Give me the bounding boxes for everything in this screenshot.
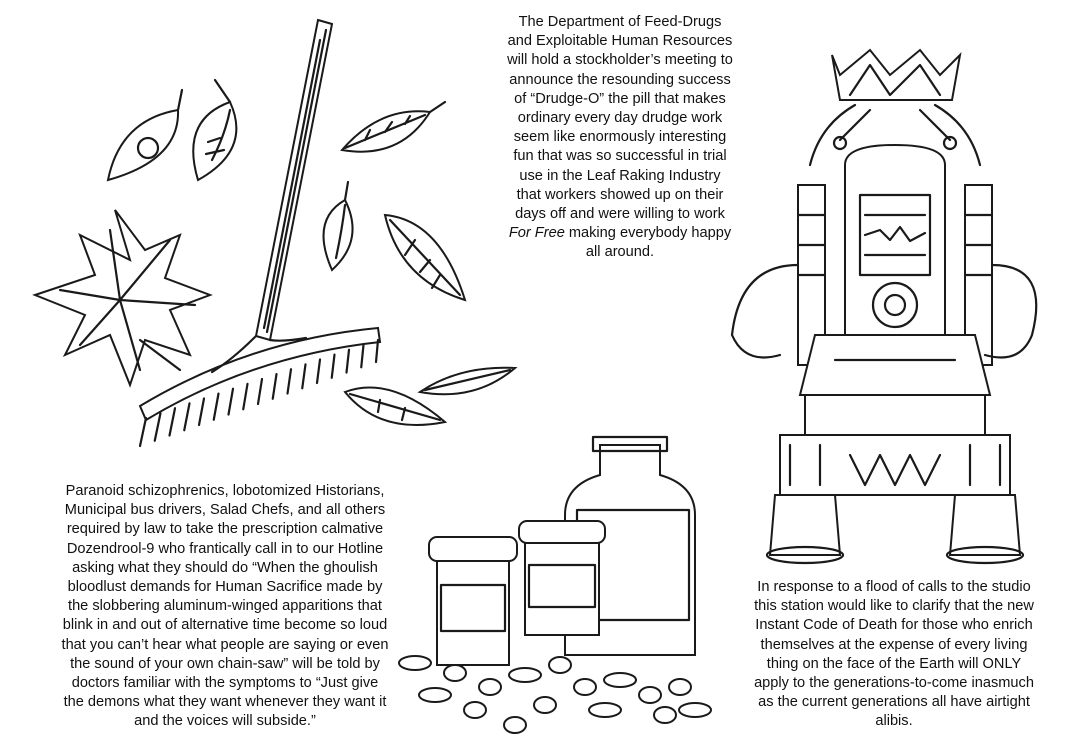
medium-bottle xyxy=(519,521,605,635)
left-line: doctors familiar with the symptoms to “Just give xyxy=(71,675,379,692)
right-line: alibis. xyxy=(875,713,913,730)
rake-tine xyxy=(243,384,247,409)
rake-tine xyxy=(317,360,320,384)
left-line: and the voices will subside.” xyxy=(134,713,316,730)
rake-tine xyxy=(273,374,277,399)
top-line: that workers showed up on their xyxy=(516,186,724,203)
pill xyxy=(549,657,571,673)
rake-tine xyxy=(361,345,363,367)
left-hotline-text xyxy=(20,482,430,732)
electric-throne-drawing xyxy=(720,35,1040,570)
rake-tine xyxy=(214,394,219,420)
pill xyxy=(509,668,541,682)
right-line: thing on the face of the Earth will ONLY xyxy=(766,655,1022,672)
left-line: Paranoid schizophrenics, lobotomized Historians, xyxy=(65,483,385,499)
pill xyxy=(669,679,691,695)
small-bottle xyxy=(429,537,517,665)
rake-with-leaves-drawing xyxy=(20,10,520,470)
right-line: this station would like to clarify that the new xyxy=(754,598,1034,615)
pill xyxy=(444,665,466,681)
left-line: required by law to take the prescription calmative xyxy=(66,521,384,538)
top-line: days off and were willing to work xyxy=(515,206,725,223)
pill xyxy=(504,717,526,733)
top-line: all around. xyxy=(585,244,655,261)
pill xyxy=(479,679,501,695)
top-line: ordinary every day drudge work xyxy=(517,110,723,127)
pills xyxy=(399,656,711,733)
leaf-1 xyxy=(108,90,182,180)
left-line: the demons what they want whenever they want it xyxy=(63,694,387,711)
left-line: Municipal bus drivers, Salad Chefs, and all others xyxy=(64,502,386,519)
rake-tine xyxy=(140,418,146,446)
leaf-7 xyxy=(420,368,515,395)
leaf-2 xyxy=(193,80,236,180)
right-line: In response to a flood of calls to the studio xyxy=(757,579,1031,595)
after-italic: making everybody happy xyxy=(564,225,732,242)
pill xyxy=(574,679,596,695)
top-line: seem like enormously interesting xyxy=(513,129,727,146)
top-line: and Exploitable Human Resources xyxy=(507,33,733,50)
rake-tine xyxy=(288,369,292,393)
left-line: bloodlust demands for Human Sacrifice made by xyxy=(67,579,383,596)
italic-for-free: For Free xyxy=(508,225,565,242)
left-line: that you can’t hear what people are saying or even xyxy=(61,636,389,653)
rake-tine xyxy=(347,350,350,373)
throne-feet xyxy=(767,495,1023,563)
pill xyxy=(654,707,676,723)
pill xyxy=(534,697,556,713)
left-line: the slobbering aluminum-winged apparitions that xyxy=(68,598,382,615)
throne-base xyxy=(780,435,1010,495)
right-line: apply to the generations-to-come inasmuch xyxy=(754,675,1034,692)
top-line: The Department of Feed-Drugs xyxy=(518,14,722,30)
rake-handle xyxy=(256,20,332,340)
pill xyxy=(679,703,711,717)
leaf-4 xyxy=(324,182,353,270)
left-line: blink in and out of alternative time become so loud xyxy=(62,617,388,634)
top-line: announce the resounding success xyxy=(509,71,731,88)
top-line: will hold a stockholder’s meeting to xyxy=(507,52,733,69)
rake-tine xyxy=(302,364,305,388)
leaf-3 xyxy=(342,102,445,152)
pill xyxy=(399,656,431,670)
rake-tine xyxy=(332,355,335,378)
top-line: of “Drudge-O” the pill that makes xyxy=(514,90,726,107)
pill-bottles-drawing xyxy=(395,425,740,740)
rake-tine xyxy=(170,408,176,435)
rake-tine xyxy=(184,403,189,430)
pill xyxy=(464,702,486,718)
top-line: fun that was so successful in trial xyxy=(513,148,727,165)
right-clarification-text xyxy=(734,578,1054,732)
leaf-5 xyxy=(385,215,465,300)
left-line: the sound of your own chain-saw” will be told by xyxy=(70,655,380,672)
throne-back xyxy=(845,145,945,335)
pill xyxy=(589,703,621,717)
pill xyxy=(639,687,661,703)
throne-seat xyxy=(800,335,990,435)
right-line: themselves at the expense of every living xyxy=(760,636,1028,653)
right-line: Instant Code of Death for those who enrich xyxy=(755,617,1033,634)
rake-tine xyxy=(229,389,234,415)
pill xyxy=(419,688,451,702)
pill xyxy=(604,673,636,687)
right-line: as the current generations all have airtight xyxy=(758,694,1030,711)
rake-tine xyxy=(155,413,161,441)
rake-tine xyxy=(258,379,262,404)
maple-leaf xyxy=(35,210,210,385)
throne-crown xyxy=(832,50,960,100)
left-line: asking what they should do “When the ghoulish xyxy=(72,559,378,576)
rake-tine xyxy=(199,399,204,426)
top-line: use in the Leaf Raking Industry xyxy=(519,167,721,184)
left-line: Dozendrool-9 who frantically call in to our Hotline xyxy=(66,540,384,557)
